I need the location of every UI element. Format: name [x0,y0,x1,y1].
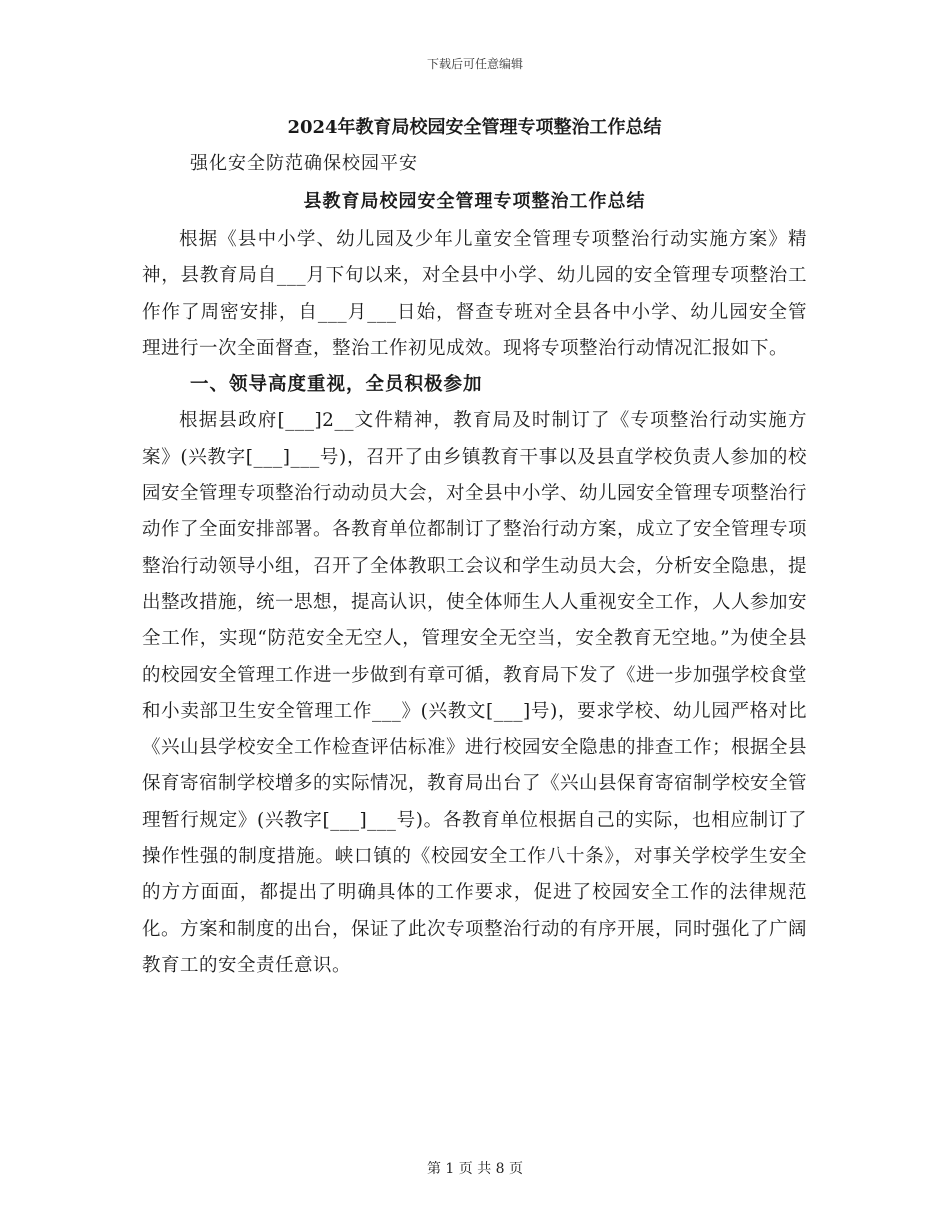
body-paragraph-1: 根据县政府[___]2__文件精神，教育局及时制订了《专项整治行动实施方案》(兴教字[___]___号)，召开了由乡镇教育干事以及县直学校负责人参加的校园安全管理专项整治行动动员大会，对全县中小学、幼儿园安全管理专项整治行动作了全面安排部署。各教育单位都制订了整治行动方案，成立了安全管理专项整治行动领导小组，召开了全体教职工会议和学生动员大会，分析安全隐患，提出整改措施，统一思想，提高认识，使全体师生人人重视安全工作，人人参加安全工作，实现“防范安全无空人，管理安全无空当，安全教育无空地。”为使全县的校园安全管理工作进一步做到有章可循，教育局下发了《进一步加强学校食堂和小卖部卫生安全管理工作___》(兴教文[___]号)，要求学校、幼儿园严格对比《兴山县学校安全工作检查评估标准》进行校园安全隐患的排查工作；根据全县保育寄宿制学校增多的实际情况，教育局出台了《兴山县保育寄宿制学校安全管理暂行规定》(兴教字[___]___号)。各教育单位根据自己的实际，也相应制订了操作性强的制度措施。峡口镇的《校园安全工作八十条》，对事关学校学生安全的方方面面，都提出了明确具体的工作要求，促进了校园安全工作的法律规范化。方案和制度的出台，保证了此次专项整治行动的有序开展，同时强化了广阔教育工的安全责任意识。 [142,410,808,976]
document-subtitle: 强化安全防范确保校园平安 [190,153,418,174]
page-footer: 第 1 页 共 8 页 [426,1161,524,1177]
page-header-note: 下载后可任意编辑 [426,57,523,71]
intro-paragraph: 根据《县中小学、幼儿园及少年儿童安全管理专项整治行动实施方案》精神，县教育局自___月下旬以来，对全县中小学、幼儿园的安全管理专项整治工作作了周密安排，自___月___日始，督查专班对全县各中小学、幼儿园安全管理进行一次全面督查，整治工作初见成效。现将专项整治行动情况汇报如下。 [142,229,807,359]
document-body [142,110,807,984]
section-title: 县教育局校园安全管理专项整治工作总结 [303,191,646,212]
section-heading-1: 一、领导高度重视，全员积极参加 [190,374,483,396]
document-title: 2024年教育局校园安全管理专项整治工作总结 [287,117,662,138]
